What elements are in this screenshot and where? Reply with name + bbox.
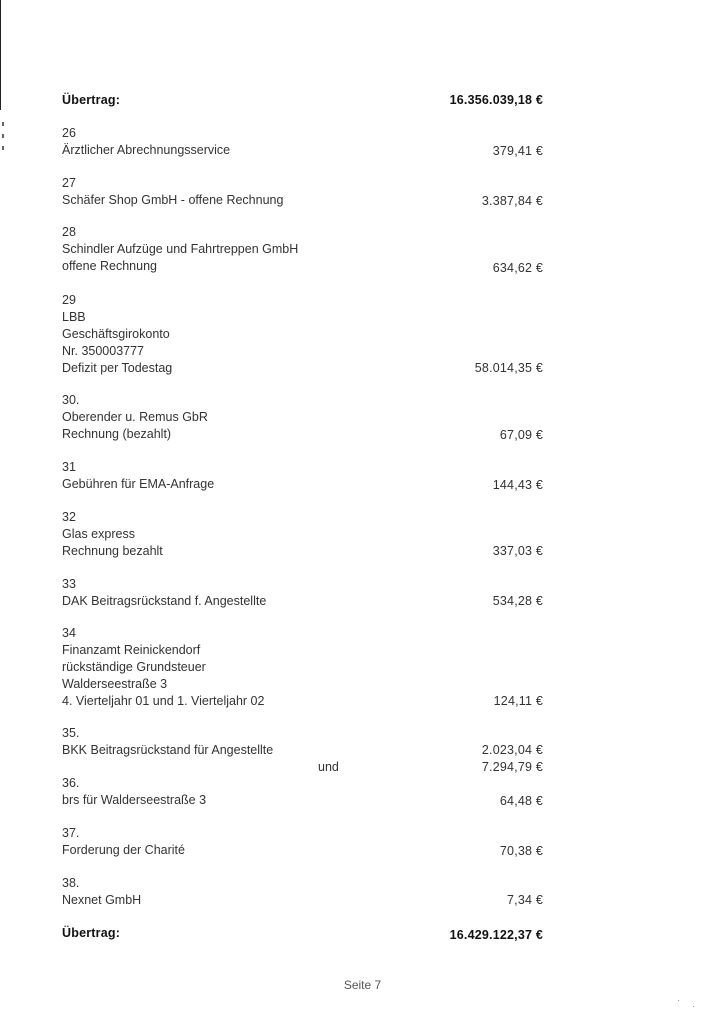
entry-line: LBB: [62, 310, 86, 324]
entry-line: Forderung der Charité: [62, 843, 185, 857]
entry-line: Rechnung (bezahlt): [62, 427, 172, 441]
entry-number: 29: [62, 293, 76, 307]
entry-line: 4. Vierteljahr 01 und 1. Vierteljahr 02: [62, 694, 265, 708]
binding-mark: [2, 146, 4, 150]
entry-number: 33: [62, 577, 76, 591]
entry-32: [62, 509, 543, 560]
entry-27-amount: 3.387,84 €: [481, 194, 543, 208]
entry-line: Rechnung bezahlt: [62, 544, 163, 558]
entry-line: brs für Walderseestraße 3: [62, 793, 207, 807]
binding-mark: [2, 134, 4, 138]
scan-speck: [678, 1000, 679, 1001]
entry-line: Nr. 350003777: [62, 344, 145, 358]
entry-36: [62, 775, 543, 809]
entry-38: [62, 875, 543, 909]
entry-number: 36.: [62, 776, 80, 790]
page-number: Seite 7: [343, 978, 382, 992]
entry-line: Geschäftsgirokonto: [62, 327, 170, 341]
carry-over-label: Übertrag:: [62, 93, 121, 107]
entry-number: 38.: [62, 876, 80, 890]
entry-37-amount: 70,38 €: [499, 844, 543, 858]
entry-line: Schindler Aufzüge und Fahrtreppen GmbH: [62, 242, 299, 256]
entry-line: Oberender u. Remus GbR: [62, 410, 208, 424]
entry-30-amount: 67,09 €: [499, 428, 543, 442]
entry-30: [62, 392, 543, 443]
entry-line: Nexnet GmbH: [62, 893, 142, 907]
entry-28: [62, 224, 543, 275]
entry-37: [62, 825, 543, 859]
entry-number: 26: [62, 126, 76, 140]
entry-line: Ärztlicher Abrechnungsservice: [62, 143, 231, 157]
entry-33: [62, 576, 543, 610]
entry-number: 32: [62, 510, 76, 524]
entry-number: 34: [62, 626, 76, 640]
entry-35-extra-amount: 7.294,79 €: [481, 760, 543, 774]
carry-over-top-amount: 16.356.039,18 €: [449, 93, 543, 107]
entry-26-amount: 379,41 €: [492, 144, 543, 158]
entry-number: 37.: [62, 826, 80, 840]
entry-number: 31: [62, 460, 76, 474]
scan-speck: [693, 1006, 694, 1007]
entry-33-amount: 534,28 €: [492, 594, 543, 608]
entry-31: [62, 459, 543, 493]
entry-line: DAK Beitragsrückstand f. Angestellte: [62, 594, 267, 608]
entry-29: [62, 292, 543, 377]
entry-35-extra-label: und: [318, 760, 339, 774]
entry-36-amount: 64,48 €: [499, 794, 543, 808]
entry-line: Gebühren für EMA-Anfrage: [62, 477, 215, 491]
entry-27: [62, 175, 543, 209]
entry-line: Glas express: [62, 527, 135, 541]
entry-line: Finanzamt Reinickendorf: [62, 643, 201, 657]
entry-line: offene Rechnung: [62, 259, 157, 273]
entry-number: 30.: [62, 393, 80, 407]
entry-34-amount: 124,11 €: [493, 694, 543, 708]
entry-line: BKK Beitragsrückstand für Angestellte: [62, 743, 274, 757]
entry-line: Schäfer Shop GmbH - offene Rechnung: [62, 193, 284, 207]
entry-32-amount: 337,03 €: [492, 544, 543, 558]
entry-34: [62, 625, 543, 710]
entry-35: [62, 725, 543, 759]
entry-line: Walderseestraße 3: [62, 677, 168, 691]
carry-over-bottom-amount: 16.429.122,37 €: [449, 928, 543, 942]
entry-29-amount: 58.014,35 €: [474, 361, 543, 375]
entry-38-amount: 7,34 €: [507, 893, 543, 907]
entry-number: 35.: [62, 726, 80, 740]
binding-edge-line: [0, 0, 1, 110]
entry-35-amount: 2.023,04 €: [481, 743, 543, 757]
entry-31-amount: 144,43 €: [492, 478, 543, 492]
entry-number: 28: [62, 225, 76, 239]
binding-mark: [2, 122, 4, 126]
entry-line: Defizit per Todestag: [62, 361, 173, 375]
entry-number: 27: [62, 176, 76, 190]
entry-line: rückständige Grundsteuer: [62, 660, 206, 674]
entry-28-amount: 634,62 €: [492, 261, 543, 275]
entry-26: [62, 125, 543, 159]
carry-over-label: Übertrag:: [62, 926, 121, 940]
